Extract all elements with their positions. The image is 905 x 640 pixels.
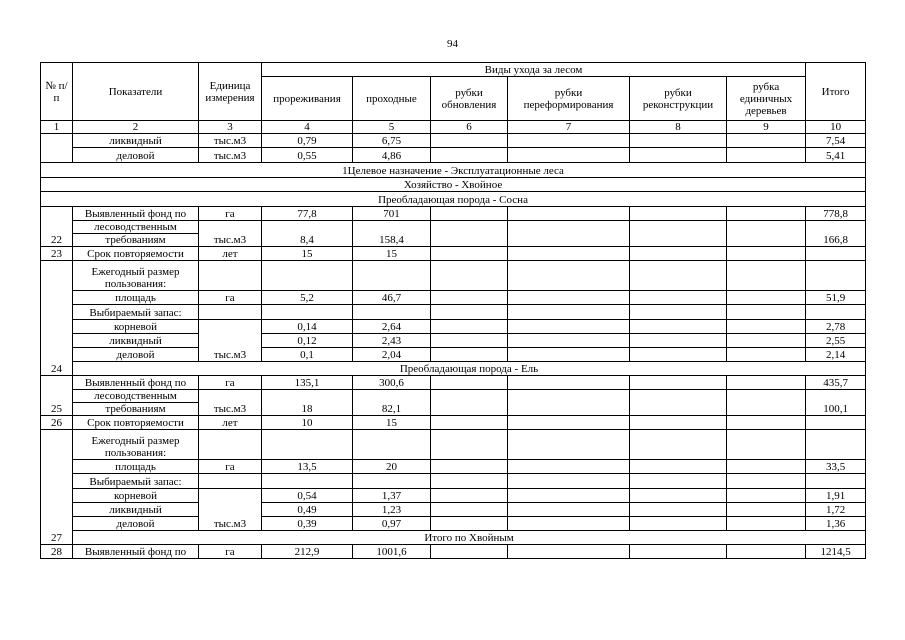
cell-value: 0,79 [262,134,353,148]
table-row [41,334,866,348]
section-pine: Преобладающая порода - Сосна [41,192,866,207]
row-label [73,261,199,291]
col-num: 10 [806,121,866,134]
header-reconstruction: рубки реконструкции [630,77,727,121]
table-row [41,261,866,291]
section-spruce: Преобладающая порода - Ель [73,362,866,376]
row-number: 23 [41,247,73,261]
col-num: 2 [73,121,199,134]
table-row [41,460,866,474]
header-passing: проходные [353,77,431,121]
cell-value: 2,43 [353,334,431,348]
row-label: лесоводственным [73,221,199,234]
cell-value: 1001,6 [353,545,431,559]
row-number: 25 [41,376,73,416]
cell-value: 0,97 [353,517,431,531]
cell-value: 212,9 [262,545,353,559]
table-row [41,348,866,362]
row-label: Срок повторяемости [73,416,199,430]
row-label: ликвидный [73,503,199,517]
table-row [41,390,866,403]
row-label [73,430,199,460]
row-unit: тыс.м3 [199,134,262,148]
col-num: 5 [353,121,431,134]
annual-label-2: пользования: [104,278,167,290]
cell-total: 1,91 [806,489,866,503]
col-num: 6 [431,121,508,134]
section-economy: Хозяйство - Хвойное [41,178,866,192]
row-label: требованиям [73,403,199,416]
row-label: площадь [73,460,199,474]
cell-value: 0,49 [262,503,353,517]
row-number: 22 [41,207,73,247]
cell-value: 701 [353,207,431,221]
cell-value: 77,8 [262,207,353,221]
cell-value: 4,86 [353,148,431,163]
cell-value: 1,23 [353,503,431,517]
table-row [41,320,866,334]
cell-value: 18 [262,390,353,416]
header-indicators: Показатели [73,63,199,121]
annual-label-1: Ежегодный размер [91,435,180,447]
cell-value: 82,1 [353,390,431,416]
cell-value: 1,37 [353,489,431,503]
header-total: Итого [806,63,866,121]
row-label: Выбираемый запас: [73,305,199,320]
row-unit: тыс.м3 [199,489,262,531]
row-unit: га [199,545,262,559]
cell-total: 1214,5 [806,545,866,559]
col-num: 8 [630,121,727,134]
cell-value: 15 [353,416,431,430]
cell-value: 20 [353,460,431,474]
cell-total: 166,8 [806,221,866,247]
table-row [41,207,866,221]
cell-value: 0,12 [262,334,353,348]
cell-total: 1,72 [806,503,866,517]
row-unit: тыс.м3 [199,221,262,247]
header-single-trees: рубка единичных деревьев [727,77,806,121]
cell-total: 100,1 [806,390,866,416]
section-total-conifer: Итого по Хвойным [73,531,866,545]
table-row [41,134,866,148]
table-row [41,221,866,234]
row-label: деловой [73,517,199,531]
cell-total: 5,41 [806,148,866,163]
cell-value: 6,75 [353,134,431,148]
page-number: 94 [447,38,458,50]
row-number: 28 [41,545,73,559]
table-row [41,517,866,531]
cell-value: 10 [262,416,353,430]
section-purpose: 1Целевое назначение - Эксплуатационные леса [41,163,866,178]
row-unit: лет [199,247,262,261]
column-number-row [41,121,866,134]
cell-value: 300,6 [353,376,431,390]
row-label: деловой [73,348,199,362]
cell-value: 0,14 [262,320,353,334]
cell-value: 0,39 [262,517,353,531]
table-row [41,503,866,517]
row-label: площадь [73,291,199,305]
row-label: корневой [73,320,199,334]
row-label: Выявленный фонд по [73,545,199,559]
col-num: 7 [508,121,630,134]
cell-total: 2,55 [806,334,866,348]
row-label: деловой [73,148,199,163]
row-unit: га [199,291,262,305]
row-unit: га [199,460,262,474]
table-row [41,545,866,559]
table-row [41,474,866,489]
row-label: Срок повторяемости [73,247,199,261]
cell-total: 1,36 [806,517,866,531]
forest-care-table [40,62,866,559]
row-number: 26 [41,416,73,430]
header-renewal: рубки обновления [431,77,508,121]
col-num: 4 [262,121,353,134]
table-row [41,489,866,503]
cell-value: 15 [353,247,431,261]
row-unit: тыс.м3 [199,390,262,416]
row-label: Выбираемый запас: [73,474,199,489]
row-unit: тыс.м3 [199,320,262,362]
table-row [41,376,866,390]
row-label: лесоводственным [73,390,199,403]
cell-value: 5,2 [262,291,353,305]
cell-value: 0,55 [262,148,353,163]
row-label: требованиям [73,234,199,247]
cell-total: 2,14 [806,348,866,362]
row-unit: тыс.м3 [199,148,262,163]
header-care-types: Виды ухода за лесом [262,63,806,77]
row-unit: га [199,207,262,221]
cell-value: 13,5 [262,460,353,474]
cell-total: 2,78 [806,320,866,334]
table-row [41,305,866,320]
row-label: ликвидный [73,134,199,148]
table-row [41,148,866,163]
col-num: 1 [41,121,73,134]
annual-label-2: пользования: [104,447,167,459]
cell-value: 15 [262,247,353,261]
cell-value: 46,7 [353,291,431,305]
row-label: ликвидный [73,334,199,348]
cell-value: 8,4 [262,221,353,247]
row-label: Выявленный фонд по [73,207,199,221]
cell-total: 51,9 [806,291,866,305]
cell-value: 0,54 [262,489,353,503]
table-row [41,247,866,261]
header-thinning: прореживания [262,77,353,121]
row-label: корневой [73,489,199,503]
cell-value: 2,64 [353,320,431,334]
table-row [41,430,866,460]
cell-total: 435,7 [806,376,866,390]
header-reformation: рубки переформирования [508,77,630,121]
cell-value: 0,1 [262,348,353,362]
row-unit: га [199,376,262,390]
table-row [41,416,866,430]
cell-value: 135,1 [262,376,353,390]
cell-total: 33,5 [806,460,866,474]
cell-value: 2,04 [353,348,431,362]
cell-total: 778,8 [806,207,866,221]
annual-label-1: Ежегодный размер [91,266,180,278]
header-unit: Единица измерения [199,63,262,121]
row-number: 24 [41,261,73,376]
row-label: Выявленный фонд по [73,376,199,390]
col-num: 3 [199,121,262,134]
header-no: № п/п [41,63,73,121]
table-row [41,291,866,305]
row-number: 27 [41,430,73,545]
col-num: 9 [727,121,806,134]
cell-value: 158,4 [353,221,431,247]
cell-total: 7,54 [806,134,866,148]
row-unit: лет [199,416,262,430]
